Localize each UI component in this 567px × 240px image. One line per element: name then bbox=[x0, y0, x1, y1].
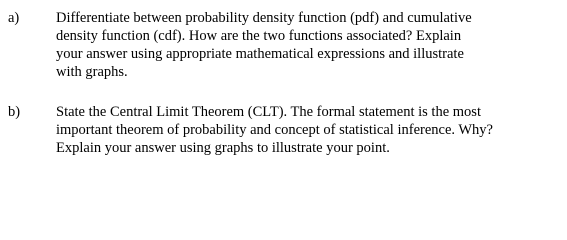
question-text-line: with graphs. bbox=[56, 64, 128, 80]
question-text-line: your answer using appropriate mathematical expressions and illustrate bbox=[56, 46, 464, 62]
question-text-line: density function (cdf). How are the two functions associated? Explain bbox=[56, 28, 462, 44]
question-text bbox=[56, 9, 564, 81]
question-label: b) bbox=[8, 104, 21, 120]
question-text-line: important theorem of probability and concept of statistical inference. Why? bbox=[56, 122, 493, 138]
question-text bbox=[56, 103, 564, 157]
question-text-line: State the Central Limit Theorem (CLT). The formal statement is the most bbox=[56, 104, 481, 120]
question-text-line: Differentiate between probability density function (pdf) and cumulative bbox=[56, 10, 472, 26]
question-text-line: Explain your answer using graphs to illustrate your point. bbox=[56, 140, 390, 156]
question-label: a) bbox=[8, 10, 20, 26]
